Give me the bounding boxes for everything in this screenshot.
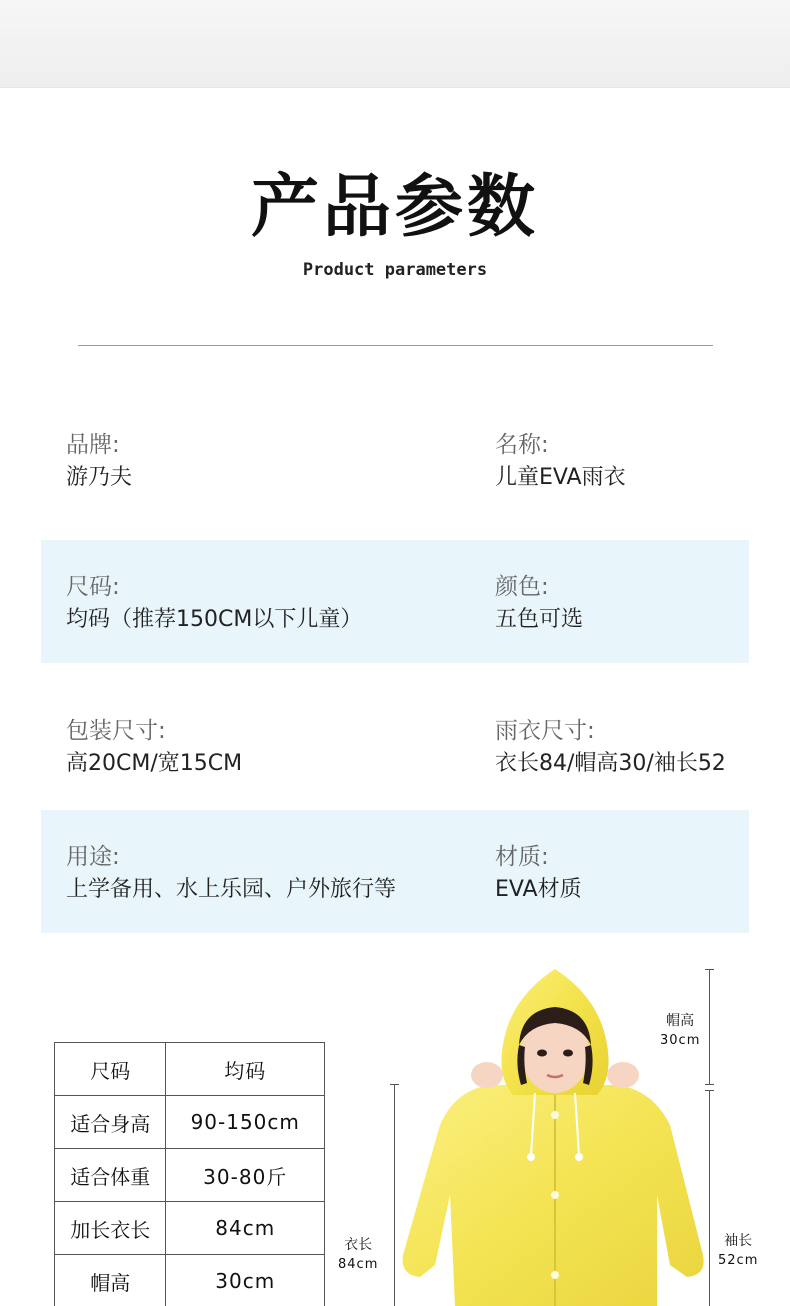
- top-banner-strip: [0, 0, 790, 88]
- param-label: 材质:: [495, 844, 549, 870]
- param-row-brand-name: [41, 398, 749, 521]
- coat-length-label: [338, 1236, 378, 1274]
- divider: [78, 345, 713, 346]
- param-value: EVA材质: [495, 877, 582, 902]
- size-table: [54, 1042, 325, 1306]
- param-label: 品牌:: [66, 432, 120, 458]
- table-cell-key: 帽高: [55, 1255, 166, 1306]
- measure-name: 帽高: [666, 1013, 695, 1029]
- table-cell-value: 均码: [166, 1043, 325, 1096]
- param-value: 衣长84/帽高30/袖长52: [495, 751, 726, 776]
- param-value: 上学备用、水上乐园、户外旅行等: [66, 877, 397, 902]
- page-title: 产品参数: [250, 168, 539, 247]
- table-cell-key: 适合体重: [55, 1149, 166, 1202]
- param-value: 儿童EVA雨衣: [495, 465, 626, 490]
- param-value: 五色可选: [495, 607, 584, 632]
- measure-tick: [390, 1084, 399, 1085]
- param-label: 尺码:: [66, 574, 120, 600]
- table-cell-value: 30cm: [166, 1255, 325, 1306]
- param-label: 名称:: [495, 432, 549, 458]
- param-label: 雨衣尺寸:: [495, 718, 595, 744]
- table-cell-key: 适合身高: [55, 1096, 166, 1149]
- sleeve-length-label: [718, 1232, 758, 1270]
- table-cell-value: 90-150cm: [166, 1096, 325, 1149]
- table-cell-key: 尺码: [55, 1043, 166, 1096]
- param-row-package-raincoat-size: [41, 684, 749, 807]
- table-row: [55, 1202, 325, 1255]
- param-label: 颜色:: [495, 574, 549, 600]
- table-cell-value: 84cm: [166, 1202, 325, 1255]
- measure-tick: [705, 1090, 714, 1091]
- measure-value: 84cm: [338, 1257, 379, 1272]
- table-cell-value: 30-80斤: [166, 1149, 325, 1202]
- param-label: 包装尺寸:: [66, 718, 166, 744]
- table-row: [55, 1096, 325, 1149]
- table-row: [55, 1043, 325, 1096]
- measure-tick: [705, 1084, 714, 1085]
- hood-height-measure-line: [709, 969, 710, 1085]
- param-value: 游乃夫: [66, 465, 133, 490]
- table-row: [55, 1255, 325, 1306]
- param-row-usage-material: [41, 810, 749, 933]
- param-row-size-color: [41, 540, 749, 663]
- measure-value: 30cm: [660, 1033, 701, 1048]
- param-value: 高20CM/宽15CM: [66, 751, 243, 776]
- hood-height-label: [660, 1012, 700, 1050]
- measure-value: 52cm: [718, 1253, 759, 1268]
- param-label: 用途:: [66, 844, 120, 870]
- measure-tick: [705, 969, 714, 970]
- param-value: 均码（推荐150CM以下儿童）: [66, 607, 363, 632]
- page-subtitle: Product parameters: [302, 260, 488, 280]
- sleeve-length-measure-line: [709, 1090, 710, 1306]
- table-cell-key: 加长衣长: [55, 1202, 166, 1255]
- measure-name: 袖长: [724, 1233, 753, 1249]
- coat-length-measure-line: [394, 1084, 395, 1306]
- measure-name: 衣长: [344, 1237, 373, 1253]
- table-row: [55, 1149, 325, 1202]
